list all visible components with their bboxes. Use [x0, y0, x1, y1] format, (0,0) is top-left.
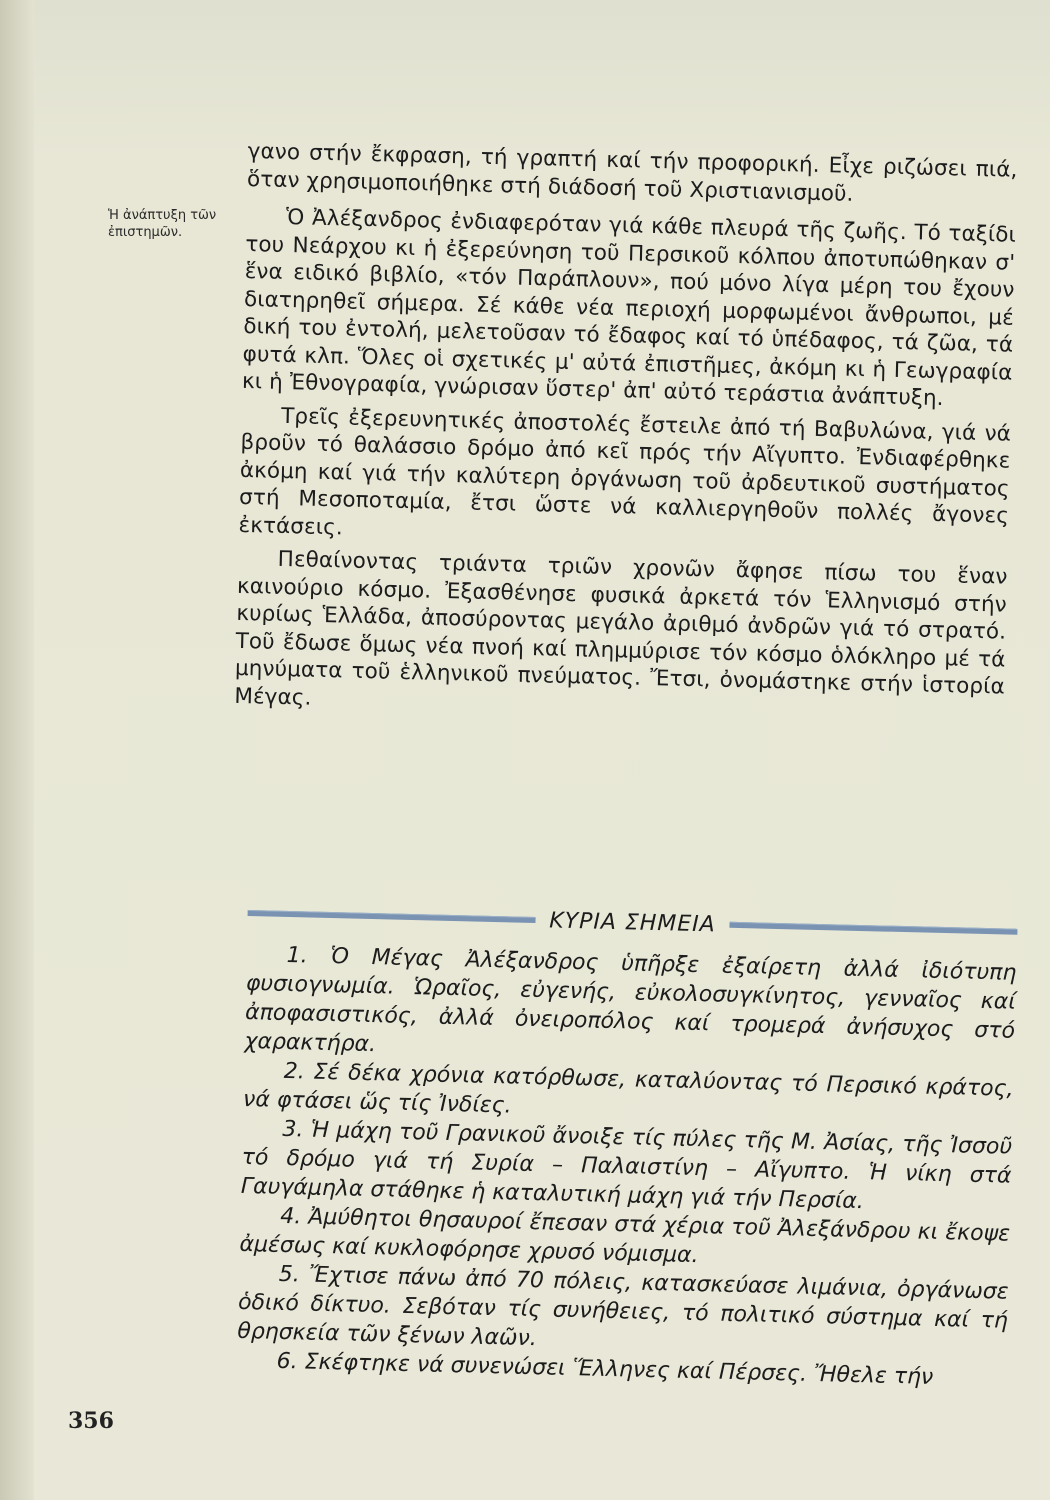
key-points-section [236, 898, 1017, 1394]
section-heading-row [247, 898, 1018, 947]
heading-rule-left [248, 910, 536, 923]
key-point: 2. Σέ δέκα χρόνια κατόρθωσε, καταλύοντας τό Περσικό κράτος, νά φτάσει ὥς τίς Ἰνδίες. [242, 1058, 1014, 1119]
paragraph: γανο στήν ἔκφραση, τή γραπτή καί τήν προφορική. Εἶχε ριζώσει πιά, ὅταν χρησιμοποιήθηκε στή διάδοσή τοῦ Χριστιανισμοῦ. [246, 138, 1018, 207]
paragraph: Τρεῖς ἐξερευνητικές ἀποστολές ἔστειλε ἀπό τή Βαβυλώνα, γιά νά βροῦν τό θαλάσσιο δρόμο ἀπό κεῖ πρός τήν Αἴγυπτο. Ἐνδιαφέρθηκε ἀκόμη καί γιά τήν καλύτερη ὀργάνωση τοῦ ἀρδευτικοῦ συστήματος στή Μεσοποταμία, ἔτσι ὥστε νά καλλιεργηθοῦν πολλές ἄγονες ἐκτάσεις. [238, 403, 1012, 540]
page-number: 356 [68, 1408, 114, 1434]
margin-note: Ἡ ἀνάπτυξη τῶν ἐπιστημῶν. [108, 208, 217, 240]
heading-rule-right [730, 922, 1018, 935]
paragraph: Ὁ Ἀλέξανδρος ἐνδιαφερόταν γιά κάθε πλευρά τῆς ζωῆς. Τό ταξίδι του Νεάρχου κι ἡ ἐξερεύνηση τοῦ Περσικοῦ κόλπου ἀποτυπώθηκαν σ' ἕνα ειδικό βιβλίο, «τόν Παράπλουν», πού μόνο λίγα μέρη του ἔχουν διατηρηθεῖ σήμερα. Σέ κάθε νέα περιοχή μορφωμένοι ἄνθρωποι, μέ δική του ἐντολή, μελετοῦσαν τό ἔδαφος καί τό ὑπέδαφος, τά ζῶα, τά φυτά κλπ. Ὅλες οἱ σχετικές μ' αὐτά ἐπιστῆμες, ἀκόμη κι ἡ Γεωγραφία κι ἡ Ἐθνογραφία, γνώρισαν ὕστερ' ἀπ' αὐτό τεράστια ἀνάπτυξη. [241, 204, 1017, 412]
page-gutter [0, 0, 34, 1500]
key-point: 3. Ἡ μάχη τοῦ Γρανικοῦ ἄνοιξε τίς πύλες τῆς Μ. Ἀσίας, τῆς Ἰσσοῦ τό δρόμο γιά τή Συρία – Παλαιστίνη – Αἴγυπτο. Ἡ νίκη στά Γαυγάμηλα στάθηκε ἡ καταλυτική μάχη γιά τήν Περσία. [240, 1116, 1013, 1215]
section-heading: ΚΥΡΙΑ ΣΗΜΕΙΑ [548, 907, 717, 937]
key-point: 1. Ὁ Μέγας Ἀλέξανδρος ὑπῆρξε ἐξαίρετη ἀλλά ἰδιότυπη φυσιογνωμία. Ὡραῖος, εὐγενής, εὐκολοσυγκίνητος, γενναῖος καί ἀποφασιστικός, ἀλλά ὀνειροπόλος καί τρομερά ἀνήσυχος στό χαρακτήρα. [244, 942, 1017, 1058]
key-point: 5. Ἔχτισε πάνω ἀπό 70 πόλεις, κατασκεύασε λιμάνια, ὀργάνωσε ὁδικό δίκτυο. Σεβόταν τίς συνήθειες, τό πολιτικό σύστημα καί τή θρησκεία τῶν ξένων λαῶν. [237, 1261, 1009, 1352]
body-text [234, 138, 1018, 729]
key-point: 6. Σκέφτηκε νά συνενώσει Ἕλληνες καί Πέρσες. Ἤθελε τήν [276, 1348, 934, 1390]
paragraph: Πεθαίνοντας τριάντα τριῶν χρονῶν ἄφησε πίσω του ἕναν καινούριο κόσμο. Ἐξασθένησε φυσικά ἀρκετά τόν Ἑλληνισμό στήν κυρίως Ἑλλάδα, ἀποσύροντας μεγάλο ἀριθμό ἀνδρῶν γιά τό στρατό. Τοῦ ἔδωσε ὅμως νέα πνοή καί πλημμύρισε τόν κόσμο ὁλόκληρο μέ τά μηνύματα τοῦ ἑλληνικοῦ πνεύματος. Ἔτσι, ὀνομάστηκε στήν ἱστορία Μέγας. [234, 546, 1008, 711]
key-points-list [236, 940, 1016, 1394]
key-point: 4. Ἀμύθητοι θησαυροί ἔπεσαν στά χέρια τοῦ Ἀλεξάνδρου κι ἔκοψε ἀμέσως καί κυκλοφόρησε χρυσό νόμισμα. [239, 1203, 1011, 1269]
